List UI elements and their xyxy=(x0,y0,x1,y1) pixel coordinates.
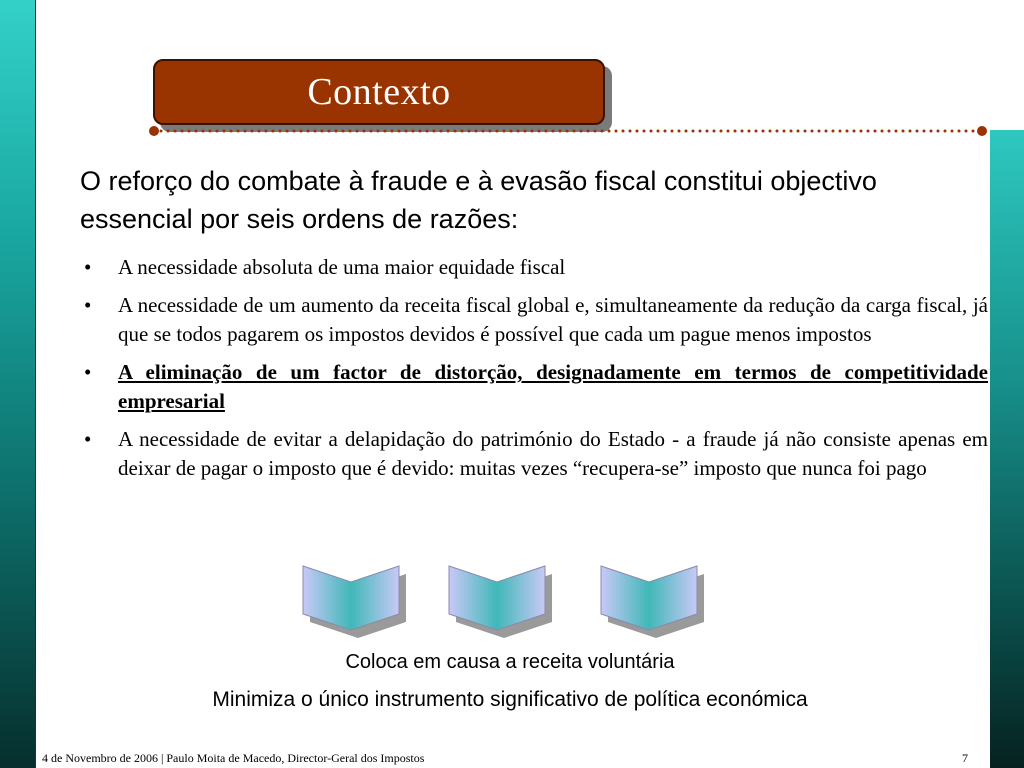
down-chevron-icon xyxy=(303,566,406,638)
title-box xyxy=(153,59,605,125)
list-item xyxy=(79,253,988,282)
reasons-list xyxy=(79,253,988,492)
left-decorative-bar xyxy=(0,0,36,768)
bullet-marker: • xyxy=(84,427,92,451)
list-item-text: A eliminação de um factor de distorção, designadamente em termos de competitividade empresarial xyxy=(118,360,988,413)
list-item-emphasized xyxy=(79,358,988,416)
down-chevron-icon xyxy=(601,566,704,638)
bullet-marker: • xyxy=(84,255,92,279)
caption-voluntary-revenue: Coloca em causa a receita voluntária xyxy=(345,651,675,673)
slide-title: Contexto xyxy=(307,71,451,113)
right-decorative-bar xyxy=(990,130,1024,768)
list-item-text: A necessidade de evitar a delapidação do património do Estado - a fraude já não consiste apenas em deixar de pagar o imposto que é devido: muitas vezes “recupera-se” imposto que nunca foi pago xyxy=(118,427,988,480)
list-item xyxy=(79,291,988,349)
list-item-text: A necessidade absoluta de uma maior equidade fiscal xyxy=(118,255,566,279)
chevron-row xyxy=(300,560,720,640)
caption-economic-policy: Minimiza o único instrumento significativo de política económica xyxy=(212,688,808,711)
bullet-marker: • xyxy=(84,293,92,317)
slide-footer: 4 de Novembro de 2006 | Paulo Moita de Macedo, Director-Geral dos Impostos xyxy=(42,751,425,765)
intro-paragraph: O reforço do combate à fraude e à evasão fiscal constitui objectivo essencial por seis ordens de razões: xyxy=(80,166,877,234)
bullet-marker: • xyxy=(84,360,92,384)
list-item-text: A necessidade de um aumento da receita fiscal global e, simultaneamente da redução da carga fiscal, já que se todos pagarem os impostos devidos é possível que cada um pague menos impostos xyxy=(118,293,988,346)
list-item xyxy=(79,425,988,483)
down-chevron-icon xyxy=(449,566,552,638)
dotted-divider xyxy=(148,121,988,141)
page-number: 7 xyxy=(962,751,968,765)
